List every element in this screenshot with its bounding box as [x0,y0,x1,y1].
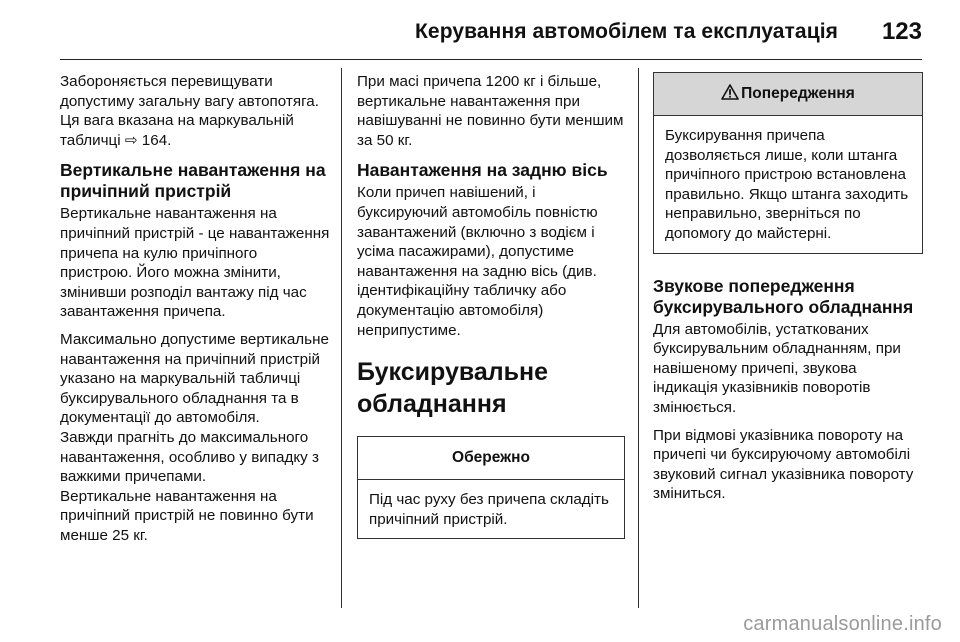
paragraph-rear-axle-load: Коли причеп навішений, і буксируючий автомобіль повністю завантажений (включно з водієм і усіма пасажирами), допустиме навантаження на задню вісь (див. ідентифікаційну табличку або документацію автомобіля) неприпустиме. [357,184,598,339]
caution-title: Обережно [358,437,624,480]
paragraph-sound-indication: Для автомобілів, устаткованих буксирувальним обладнанням, при навішеному причепі, звукова індикація указівників поворотів змінюється. [653,320,901,416]
heading-rear-axle-load: Навантаження на задню вісь [357,160,608,181]
paragraph-max-vertical-load: Максимально допустиме вертикальне навантаження на причіпний пристрій указано на маркувальній табличці буксирувального обладнання та в документації до автомобіля. [60,330,329,427]
header-title: Керування автомобілем та експлуатація [415,20,838,43]
column-divider-2 [638,68,639,608]
paragraph-max-weight: Забороняється перевищувати допустиму загальну вагу автопотяга. Ця вага вказана на маркувальній табличці ⇨ 164. [60,73,319,149]
warning-header [654,73,922,116]
warning-triangle-icon [721,84,739,100]
page-reference-link[interactable]: 164. [141,131,172,149]
paragraph-vertical-load-definition: Вертикальне навантаження на причіпний пристрій - це навантаження причепа на кулю причіпного пристрою. Його можна змінити, змінивши розподіл вантажу під час завантаження причепа. [60,205,330,321]
column-2 [357,72,625,539]
reference-arrow-icon: ⇨ [124,131,138,149]
paragraph-min-vertical-load: Вертикальне навантаження на причіпний пристрій не повинно бути менше 25 кг. [60,487,314,544]
column-3 [653,72,923,512]
warning-text: Буксирування причепа дозволяється лише, коли штанга причіпного пристрою встановлена правильно. Якщо штанга заходить неправильно, зверніться по допомогу до майстерні. [665,127,909,242]
watermark: carmanualsonline.info [743,613,942,635]
page-header [0,0,960,58]
warning-box [653,72,923,254]
paragraph-always-aim: Завжди прагніть до максимального навантаження, особливо у випадку з важкими причепами. [60,428,319,486]
heading-sound-warning: Звукове попередження буксирувального обладнання [653,275,914,317]
paragraph-trailer-mass: При масі причепа 1200 кг і більше, вертикальне навантаження при навішуванні не повинно бути меншим за 50 кг. [357,73,624,149]
header-divider [60,59,922,60]
page-number: 123 [881,18,922,45]
caution-text: Під час руху без причепа складіть причіпний пристрій. [369,491,609,528]
warning-title: Попередження [741,85,855,102]
paragraph-turn-signal-failure: При відмові указівника повороту на причепі чи буксируючому автомобілі звуковий сигнал указівника повороту зміниться. [653,426,914,503]
caution-box [357,436,625,539]
heading-vertical-load: Вертикальне навантаження на причіпний пристрій [60,160,326,202]
column-1 [60,72,332,545]
column-divider-1 [341,68,342,608]
heading-towing-equipment: Буксирувальне обладнання [357,358,549,419]
